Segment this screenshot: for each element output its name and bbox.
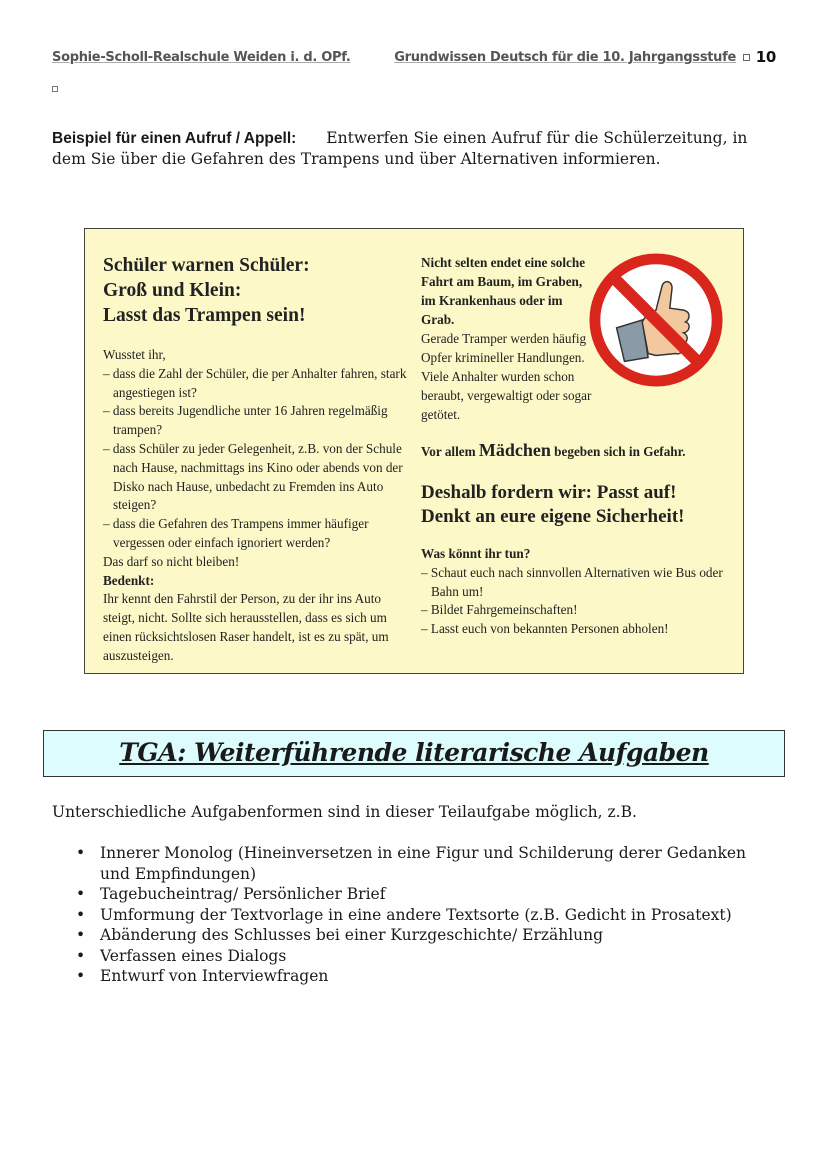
intro-text: Entwerfen Sie einen Aufruf für die Schülerzeitung, in dem Sie über die Gefahren des Trampens und über Alternativen informieren. (52, 129, 748, 168)
list-item: – Bildet Fahrgemeinschaften! (421, 602, 578, 618)
intro-paragraph (52, 128, 776, 170)
danger-text: Gerade Tramper werden häufig Opfer krimineller Handlungen. Viele Anhalter wurden schon beraubt, vergewaltigt oder sogar getötet. (421, 331, 592, 422)
bullet-dot: • (76, 885, 86, 903)
demand-heading (421, 481, 731, 529)
bullet-dot: • (76, 905, 86, 924)
alternatives-block (421, 545, 731, 639)
list-item (52, 843, 776, 884)
section-heading-box (43, 730, 785, 777)
maedchen-pre: Vor allem (421, 444, 476, 459)
poster-body-left (103, 346, 408, 666)
school-name: Sophie-Scholl-Realschule Weiden i. d. OPf. (52, 50, 351, 65)
list-item: – dass die Zahl der Schüler, die per Anhalter fahren, stark angestiegen ist? (103, 365, 407, 400)
section-heading: TGA: Weiterführende literarische Aufgaben (119, 738, 709, 767)
list-item: – dass die Gefahren des Trampens immer häufiger vergessen oder einfach ignoriert werden? (103, 516, 369, 550)
bullet-dot: • (76, 844, 86, 862)
bedenkt-text: Ihr kennt den Fahrstil der Person, zu der ihr ins Auto steigt, nicht. Sollte sich herausstellen, dass es sich um einen rücksichtslosen Raser handelt, ist es zu spät, um auszusteigen. (103, 591, 389, 663)
bedenkt-title: Bedenkt: (103, 572, 155, 588)
poster-headline (103, 253, 408, 328)
demand-line-1: Deshalb fordern wir: Passt auf! (421, 482, 677, 503)
poster-left-column (103, 253, 408, 666)
square-icon (743, 54, 750, 61)
subject-title: Grundwissen Deutsch für die 10. Jahrgangsstufe (394, 50, 736, 65)
tasks-intro-paragraph: Unterschiedliche Aufgabenformen sind in dieser Teilaufgabe möglich, z.B. (52, 803, 637, 821)
headline-line-1: Schüler warnen Schüler: (103, 255, 310, 276)
list-item: – Schaut euch nach sinnvollen Alternativen wie Bus oder Bahn um! (421, 564, 723, 599)
list-item (52, 905, 776, 926)
headline-line-2: Groß und Klein: (103, 280, 242, 301)
intro-label: Beispiel für einen Aufruf / Appell: (52, 130, 297, 147)
maedchen-line (421, 440, 731, 461)
nicht-bleiben-line: Das darf so nicht bleiben! (103, 553, 240, 569)
maedchen-post: begeben sich in Gefahr. (554, 444, 686, 459)
page-header (52, 48, 776, 70)
demand-line-2: Denkt an eure eigene Sicherheit! (421, 506, 685, 527)
appeal-poster (84, 228, 744, 674)
alternatives-title: Was könnt ihr tun? (421, 546, 531, 561)
page-number-value: 10 (755, 48, 776, 66)
list-item (52, 966, 776, 987)
maedchen-big: Mädchen (478, 440, 551, 460)
headline-line-3: Lasst das Trampen sein! (103, 305, 306, 326)
list-item: – dass bereits Jugendliche unter 16 Jahren regelmäßig trampen? (103, 403, 388, 438)
list-item-text: Tagebucheintrag/ Persönlicher Brief (100, 885, 386, 903)
list-item (52, 884, 776, 905)
bullet-dot: • (76, 967, 86, 985)
page-number (743, 48, 776, 66)
list-item-text: Abänderung des Schlusses bei einer Kurzgeschichte/ Erzählung (100, 926, 604, 944)
list-item: – dass Schüler zu jeder Gelegenheit, z.B. von der Schule nach Hause, nachmittags ins Kino oder abends von der Disko nach Hause, unbedacht zu Fremden ins Auto steigen? (103, 440, 403, 513)
danger-bold-text: Nicht selten endet eine solche Fahrt am Baum, im Graben, im Krankenhaus oder im Grab. (421, 255, 586, 327)
bullet-dot: • (76, 926, 86, 944)
list-item (52, 946, 776, 967)
list-item-text: Verfassen eines Dialogs (100, 946, 287, 965)
list-item: – Lasst euch von bekannten Personen abholen! (421, 621, 669, 637)
list-item-text: Umformung der Textvorlage in eine andere Textsorte (z.B. Gedicht in Prosatext) (100, 905, 732, 924)
list-item-text: Entwurf von Interviewfragen (100, 967, 329, 985)
square-mark-icon (52, 86, 58, 92)
task-list (52, 843, 776, 987)
bullet-dot: • (76, 946, 86, 965)
no-hitchhiking-icon (587, 251, 725, 389)
list-item (52, 925, 776, 946)
wusstet-line: Wusstet ihr, (103, 347, 166, 362)
list-item-text: Innerer Monolog (Hineinversetzen in eine Figur und Schilderung derer Gedanken und Empfindungen) (100, 844, 747, 883)
